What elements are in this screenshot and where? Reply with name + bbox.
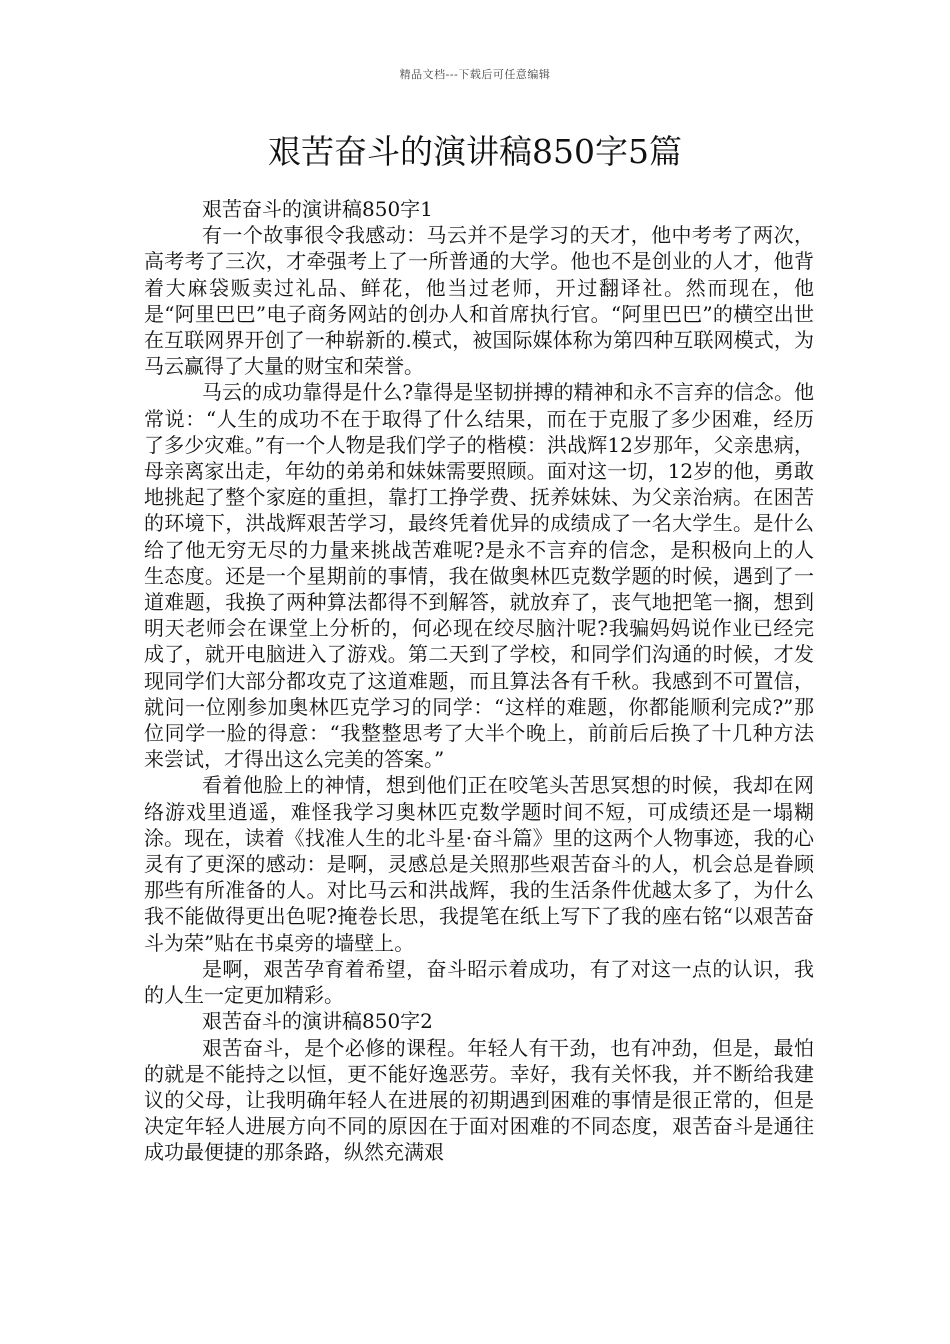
body-paragraph: 看着他脸上的神情，想到他们正在咬笔头苦思冥想的时候，我却在网络游戏里逍遥，难怪我学习奥林匹克数学题时间不短，可成绩还是一塌糊涂。现在，读着《找准人生的北斗星·奋斗篇》里的这两个人物事迹，我的心灵有了更深的感动：是啊，灵感总是关照那些艰苦奋斗的人，机会总是眷顾那些有所准备的人。对比马云和洪战辉，我的生活条件优越太多了，为什么我不能做得更出色呢?掩卷长思，我提笔在纸上写下了我的座右铭“以艰苦奋斗为荣”贴在书桌旁的墙壁上。 [144,773,814,955]
body-paragraph: 有一个故事很令我感动：马云并不是学习的天才，他中考考了两次，高考考了三次，才牵强考上了一所普通的大学。他也不是创业的人才，他背着大麻袋贩卖过礼品、鲜花，他当过老师，开过翻译社。然而现在，他是“阿里巴巴”电子商务网站的创办人和首席执行官。“阿里巴巴”的横空出世在互联网界开创了一种崭新的.模式，被国际媒体称为第四种互联网模式，为马云赢得了大量的财宝和荣誉。 [144,223,814,379]
section-heading-1: 艰苦奋斗的演讲稿850字1 [202,197,433,221]
document-body [144,196,814,1166]
page-header: 精品文档---下载后可任意编辑 [399,68,551,81]
body-paragraph: 艰苦奋斗，是个必修的课程。年轻人有干劲，也有冲劲，但是，最怕的就是不能持之以恒，更不能好逸恶劳。幸好，我有关怀我，并不断给我建议的父母，让我明确年轻人在进展的初期遇到困难的事情是很正常的，但是决定年轻人进展方向不同的原因在于面对困难的不同态度，艰苦奋斗是通往成功最便捷的那条路，纵然充满艰 [144,1035,814,1165]
body-paragraph: 是啊，艰苦孕育着希望，奋斗昭示着成功，有了对这一点的认识，我的人生一定更加精彩。 [144,956,814,1008]
section-heading-2: 艰苦奋斗的演讲稿850字2 [202,1009,433,1034]
body-paragraph: 马云的成功靠得是什么?靠得是坚韧拼搏的精神和永不言弃的信念。他常说：“人生的成功不在于取得了什么结果，而在于克服了多少困难，经历了多少灾难。”有一个人物是我们学子的楷模：洪战辉12岁那年，父亲患病，母亲离家出走，年幼的弟弟和妹妹需要照顾。面对这一切，12岁的他，勇敢地挑起了整个家庭的重担，靠打工挣学费、抚养妹妹、为父亲治病。在困苦的环境下，洪战辉艰苦学习，最终凭着优异的成绩成了一名大学生。是什么给了他无穷无尽的力量来挑战苦难呢?是永不言弃的信念，是积极向上的人生态度。还是一个星期前的事情，我在做奥林匹克数学题的时候，遇到了一道难题，我换了两种算法都得不到解答，就放弃了，丧气地把笔一搁，想到明天老师会在课堂上分析的，何必现在绞尽脑汁呢?我骗妈妈说作业已经完成了，就开电脑进入了游戏。第二天到了学校，和同学们沟通的时候，才发现同学们大部分都攻克了这道难题，而且算法各有千秋。我感到不可置信，就问一位刚参加奥林匹克学习的同学：“这样的难题，你都能顺利完成?”那位同学一脸的得意：“我整整思考了大半个晚上，前前后后换了十几种方法来尝试，才得出这么完美的答案。” [144,380,814,772]
document-title: 艰苦奋斗的演讲稿850字5篇 [268,132,682,171]
